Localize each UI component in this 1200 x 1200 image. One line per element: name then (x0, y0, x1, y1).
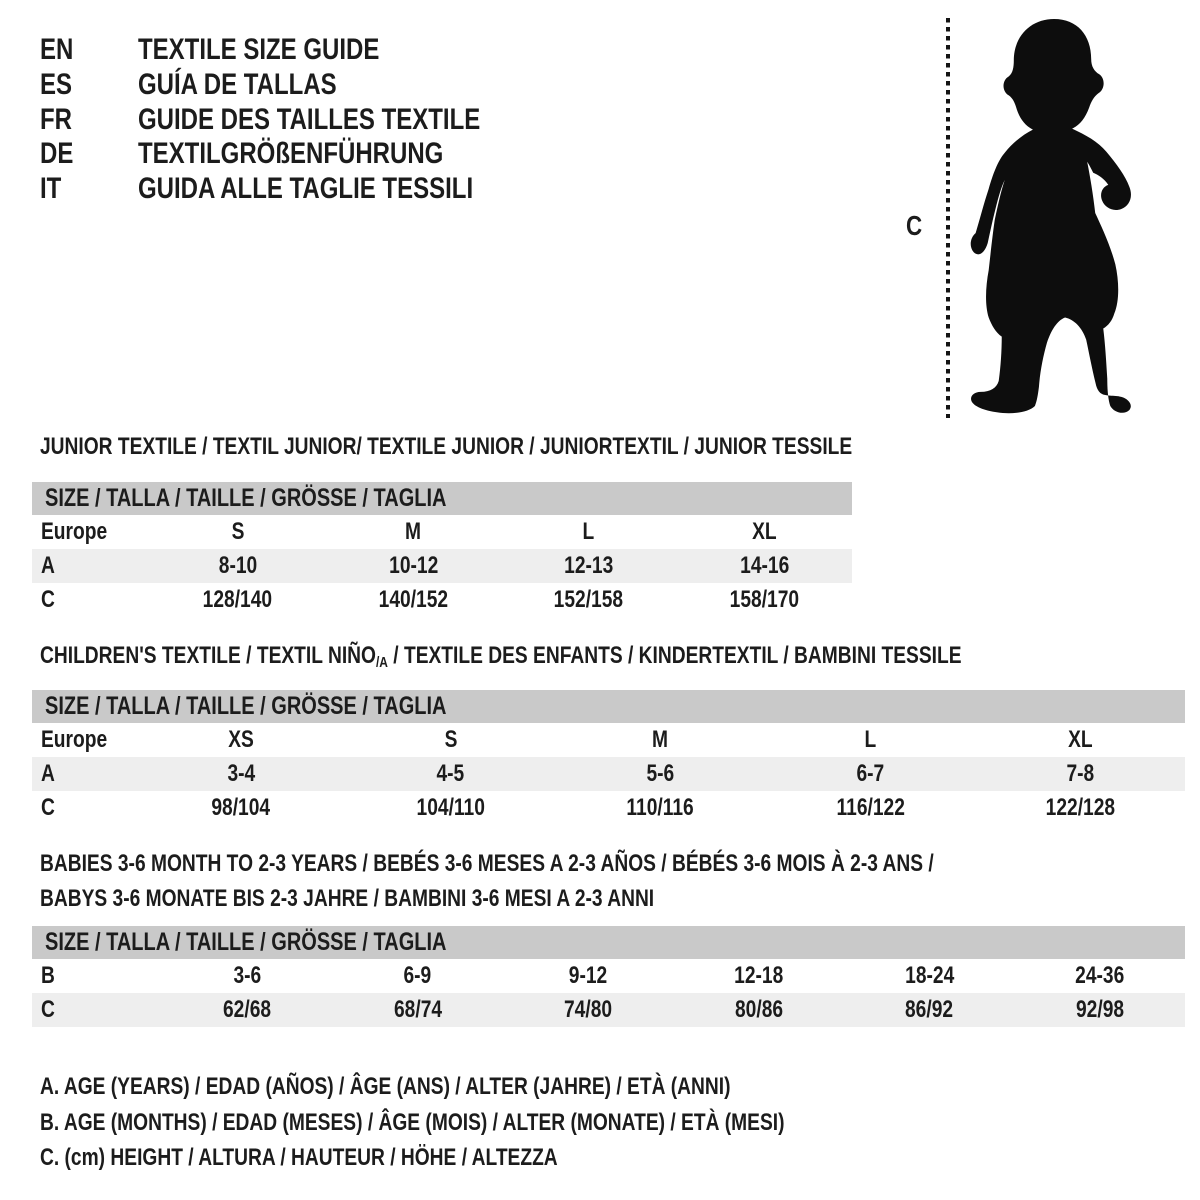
size-value: L (582, 518, 595, 545)
table-row-months (32, 959, 1185, 993)
row-label: Europe (41, 726, 108, 753)
language-code: IT (40, 172, 62, 206)
language-code: EN (40, 33, 74, 66)
age-value: 4-5 (436, 760, 465, 787)
junior-size-table (32, 482, 852, 617)
language-title-list (40, 33, 566, 207)
table-header-row (32, 482, 852, 515)
language-row (40, 103, 566, 138)
row-label: A (41, 760, 55, 787)
children-title-suffix: / TEXTILE DES ENFANTS / KINDERTEXTIL / BAMBINI TESSILE (387, 642, 962, 669)
height-value: 92/98 (1075, 996, 1124, 1023)
size-value: XS (228, 726, 254, 753)
children-size-table (32, 690, 1185, 825)
height-measure-label: C (906, 210, 923, 241)
row-label: C (41, 586, 55, 613)
children-title-sub: /A (375, 654, 388, 671)
legend-line-b: B. AGE (MONTHS) / EDAD (MESES) / ÂGE (MOIS) / ALTER (MONATE) / ETÀ (MESI) (40, 1108, 785, 1136)
months-value: 9-12 (569, 962, 608, 989)
height-measure-dashed-line (944, 16, 952, 418)
row-label: C (41, 794, 55, 821)
table-header-label: SIZE / TALLA / TAILLE / GRÖSSE / TAGLIA (45, 928, 447, 956)
height-value: 62/68 (223, 996, 272, 1023)
size-value: S (231, 518, 245, 545)
language-row (40, 33, 566, 68)
height-value: 86/92 (905, 996, 954, 1023)
legend-line-c: C. (cm) HEIGHT / ALTURA / HAUTEUR / HÖHE / ALTEZZA (40, 1144, 558, 1171)
height-value: 98/104 (211, 794, 271, 821)
babies-title-line1: BABIES 3-6 MONTH TO 2-3 YEARS / BEBÉS 3-6 MESES A 2-3 AÑOS / BÉBÉS 3-6 MOIS À 2-3 ANS / (40, 850, 934, 877)
age-value: 14-16 (739, 552, 789, 579)
height-value: 122/128 (1045, 794, 1115, 821)
table-row-age (32, 757, 1185, 791)
size-value: M (405, 518, 422, 545)
language-code: ES (40, 67, 73, 101)
language-row (40, 137, 566, 172)
row-label: C (41, 996, 55, 1023)
table-row-height (32, 583, 852, 617)
table-header-label: SIZE / TALLA / TAILLE / GRÖSSE / TAGLIA (45, 484, 447, 512)
babies-section-title (40, 846, 1157, 916)
babies-size-table (32, 926, 1185, 1027)
height-value: 104/110 (416, 794, 485, 821)
language-title: GUIDE DES TAILLES TEXTILE (138, 102, 481, 136)
size-value: S (444, 726, 458, 753)
age-value: 10-12 (388, 552, 438, 579)
row-label: B (41, 962, 55, 989)
months-value: 18-24 (904, 962, 954, 989)
age-value: 7-8 (1066, 760, 1094, 787)
language-title: TEXTILGRÖßENFÜHRUNG (138, 137, 444, 171)
height-value: 110/116 (626, 794, 695, 821)
table-row-age (32, 549, 852, 583)
legend-line-a: A. AGE (YEARS) / EDAD (AÑOS) / ÂGE (ANS) / ALTER (JAHRE) / ETÀ (ANNI) (40, 1073, 731, 1100)
language-row (40, 68, 566, 103)
table-header-row (32, 926, 1185, 959)
height-value: 116/122 (836, 794, 905, 821)
size-value: L (864, 726, 877, 753)
size-value: M (652, 726, 669, 753)
height-value: 140/152 (378, 586, 448, 613)
months-value: 24-36 (1075, 962, 1125, 989)
months-value: 3-6 (233, 962, 262, 989)
language-title: TEXTILE SIZE GUIDE (138, 33, 380, 66)
table-row-height (32, 993, 1185, 1027)
height-value: 80/86 (734, 996, 783, 1023)
table-header-row (32, 690, 1185, 723)
age-value: 3-4 (227, 760, 255, 787)
age-value: 6-7 (856, 760, 885, 787)
table-header-label: SIZE / TALLA / TAILLE / GRÖSSE / TAGLIA (45, 692, 447, 720)
measurement-legend (40, 1069, 971, 1176)
table-row-europe (32, 723, 1185, 757)
height-value: 68/74 (393, 996, 442, 1023)
age-value: 5-6 (646, 760, 675, 787)
table-row-height (32, 791, 1185, 825)
table-row-europe (32, 515, 852, 549)
language-code: FR (40, 102, 72, 136)
row-label: A (41, 552, 55, 579)
toddler-silhouette-icon (966, 13, 1138, 417)
language-title: GUIDA ALLE TAGLIE TESSILI (138, 172, 474, 206)
language-row (40, 172, 566, 207)
language-code: DE (40, 137, 74, 171)
row-label: Europe (41, 518, 108, 545)
age-value: 12-13 (564, 552, 614, 579)
months-value: 12-18 (734, 962, 784, 989)
age-value: 8-10 (218, 552, 257, 579)
height-value: 158/170 (729, 586, 799, 613)
children-section-title (40, 641, 1192, 678)
junior-section-title: JUNIOR TEXTILE / TEXTIL JUNIOR/ TEXTILE JUNIOR / JUNIORTEXTIL / JUNIOR TESSILE (40, 433, 853, 460)
height-value: 128/140 (203, 586, 273, 613)
months-value: 6-9 (403, 962, 432, 989)
language-title: GUÍA DE TALLAS (138, 67, 337, 101)
babies-title-line2: BABYS 3-6 MONATE BIS 2-3 JAHRE / BAMBINI 3-6 MESI A 2-3 ANNI (40, 885, 655, 912)
size-value: XL (1067, 726, 1093, 753)
size-value: XL (751, 518, 777, 545)
height-value: 152/158 (554, 586, 624, 613)
height-value: 74/80 (564, 996, 613, 1023)
children-title-prefix: CHILDREN'S TEXTILE / TEXTIL NIÑO (40, 642, 376, 669)
